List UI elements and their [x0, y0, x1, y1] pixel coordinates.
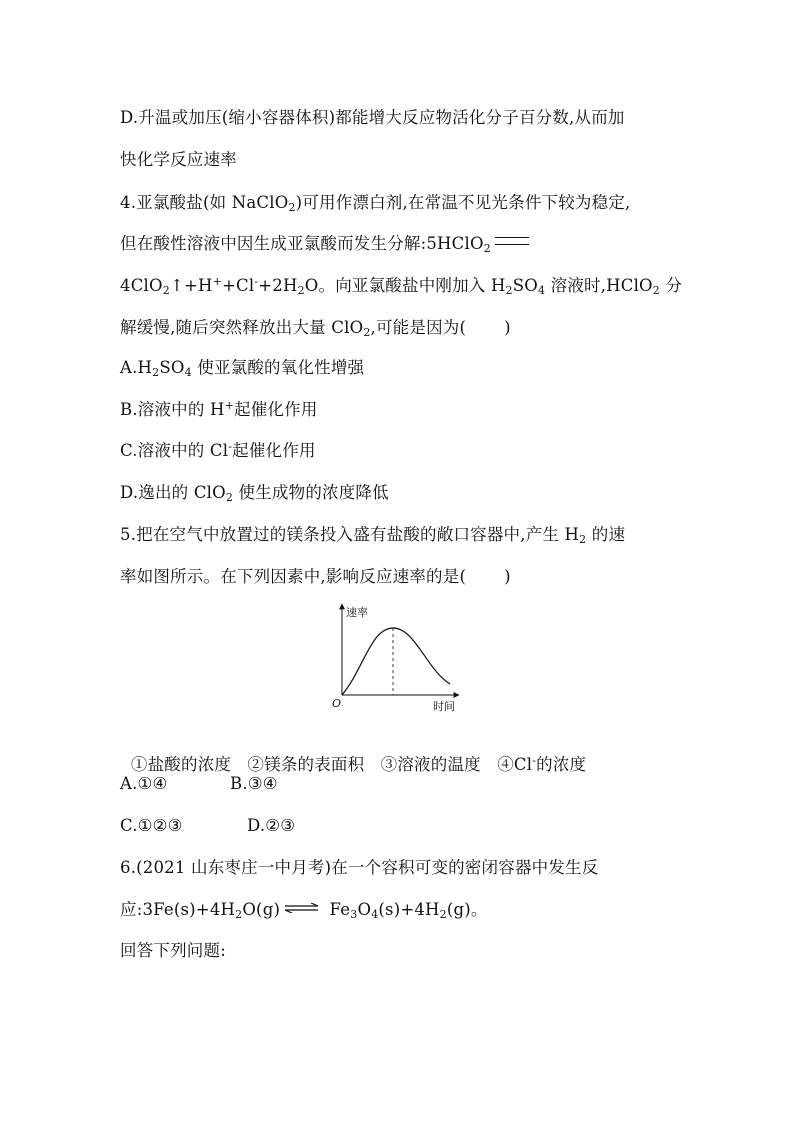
- text: (s)+4H: [378, 900, 440, 919]
- text: 应:3Fe(s)+4H: [120, 900, 236, 919]
- text: 起催化作用: [234, 400, 318, 419]
- sup: +: [212, 275, 222, 288]
- sup: +: [224, 399, 235, 412]
- text: 率如图所示。在下列因素中,影响反应速率的是(: [120, 567, 467, 586]
- sub: 2: [363, 326, 371, 339]
- sub: 2: [483, 242, 491, 255]
- sup: -: [228, 440, 233, 453]
- text: 使生成物的浓度降低: [233, 483, 389, 502]
- sub: 2: [162, 284, 170, 297]
- q5-options-row2: [120, 815, 295, 837]
- reversible-arrow-icon: [284, 903, 320, 913]
- q4-option-a[interactable]: [120, 357, 364, 379]
- sub: 2: [288, 201, 296, 214]
- sub: 2: [439, 908, 447, 921]
- text: ①盐酸的浓度 ②镁条的表面积 ③溶液的温度 ④Cl: [130, 755, 533, 774]
- text: (g)。: [446, 900, 488, 919]
- sub: 2: [225, 491, 234, 504]
- text: )可用作漂白剂,在常温不见光条件下较为稳定,: [295, 193, 631, 212]
- text: 4ClO: [120, 276, 163, 295]
- q5-option-a[interactable]: A.①④: [120, 774, 168, 793]
- sub: 2: [579, 533, 587, 546]
- text: +2H: [258, 276, 298, 295]
- text: 分: [659, 276, 683, 295]
- sub: 4: [537, 284, 546, 297]
- q5-line1: [120, 524, 625, 546]
- q5-options-row1: [120, 773, 278, 795]
- text: 解缓慢,随后突然释放出大量 ClO: [120, 318, 364, 337]
- q6-line2: [120, 899, 488, 921]
- text: 起催化作用: [232, 441, 316, 460]
- text: 溶液时,HClO: [545, 276, 653, 295]
- sup: -: [532, 754, 537, 767]
- rate-time-graph: [325, 600, 465, 712]
- q5-factors: [120, 732, 586, 776]
- sub: 2: [505, 284, 513, 297]
- text: +Cl: [222, 276, 255, 295]
- sub: 3: [350, 908, 358, 921]
- sub: 2: [297, 284, 305, 297]
- line-d-option-part2: 快化学反应速率: [120, 150, 237, 169]
- text: 但在酸性溶液中因生成亚氯酸而发生分解:5HClO: [120, 234, 484, 253]
- equals-sign-icon: [495, 237, 529, 245]
- q4-option-b[interactable]: [120, 399, 318, 421]
- q4-line4: [120, 317, 511, 339]
- sup: -: [254, 275, 259, 288]
- sub: 2: [235, 908, 243, 921]
- text: O。向亚氯酸盐中刚加入 H: [304, 276, 506, 295]
- text: O: [357, 900, 372, 919]
- q5-line2: [120, 566, 511, 588]
- text: Fe: [324, 900, 351, 919]
- text: ): [504, 567, 511, 586]
- text: D.逸出的 ClO: [120, 483, 226, 502]
- line-d-option-part1: D.升温或加压(缩小容器体积)都能增大反应物活化分子百分数,从而加: [120, 108, 625, 127]
- text: ): [504, 318, 511, 337]
- x-axis-label: 时间: [433, 700, 455, 712]
- text: ↑+H: [169, 276, 213, 295]
- text: 5.把在空气中放置过的镁条投入盛有盐酸的敞口容器中,产生 H: [120, 525, 580, 544]
- q4-line3: [120, 275, 682, 297]
- text: 的速: [586, 525, 626, 544]
- q5-option-d[interactable]: D.②③: [247, 816, 296, 835]
- q6-line3: 回答下列问题:: [120, 941, 226, 960]
- text: ,可能是因为(: [370, 318, 467, 337]
- text: B.溶液中的 H: [120, 400, 225, 419]
- sub: 4: [371, 908, 379, 921]
- rate-curve: [342, 628, 450, 695]
- sub: 2: [152, 366, 160, 379]
- y-axis-label: 速率: [346, 606, 368, 619]
- q4-option-c[interactable]: [120, 440, 316, 462]
- sub: 2: [652, 284, 660, 297]
- q4-line2: [120, 233, 529, 255]
- text: SO: [512, 276, 538, 295]
- text: O(g): [242, 900, 281, 919]
- text: 4.亚氯酸盐(如 NaClO: [120, 193, 289, 212]
- text: C.溶液中的 Cl: [120, 441, 229, 460]
- origin-label: O: [332, 697, 342, 710]
- text: A.H: [120, 358, 153, 377]
- q5-option-b[interactable]: B.③④: [230, 774, 278, 793]
- text: 使亚氯酸的氧化性增强: [191, 358, 365, 377]
- text: 的浓度: [536, 755, 587, 774]
- sub: 4: [184, 366, 192, 379]
- q4-line1: [120, 192, 630, 214]
- q6-line1: 6.(2021 山东枣庄一中月考)在一个容积可变的密闭容器中发生反: [120, 858, 599, 877]
- q4-option-d[interactable]: [120, 482, 389, 504]
- text: SO: [159, 358, 185, 377]
- q5-option-c[interactable]: C.①②③: [120, 816, 183, 835]
